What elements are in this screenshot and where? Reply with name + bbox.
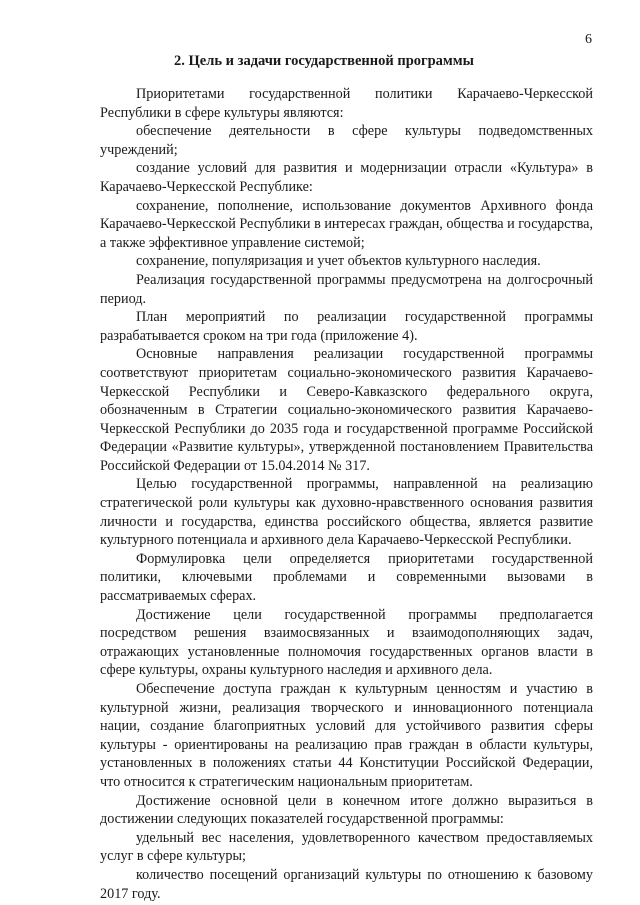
paragraph: удельный вес населения, удовлетворенного качеством предоставляемых услуг в сфере культуры; <box>100 829 593 865</box>
paragraph: Реализация государственной программы предусмотрена на долгосрочный период. <box>100 271 593 307</box>
paragraph: Основные направления реализации государственной программы соответствуют приоритетам социально-экономического развития Карачаево-Черкесской Республики и Северо-Кавказского федерального округа, обозначенным в Стратегии социально-экономического развития Карачаево-Черкесской Республики до 2035 года и государственной программе Российской Федерации «Развитие культуры», утвержденной постановлением Правительства Российской Федерации от 15.04.2014 № 317. <box>100 346 593 474</box>
paragraph: Формулировка цели определяется приоритетами государственной политики, ключевыми проблемами и современными вызовами в рассматриваемых сферах. <box>100 550 593 605</box>
paragraph: сохранение, популяризация и учет объектов культурного наследия. <box>136 253 541 270</box>
section-heading: 2. Цель и задачи государственной программы <box>174 53 474 69</box>
paragraph: количество посещений организаций культуры по отношению к базовому 2017 году. <box>100 866 593 902</box>
page-number: 6 <box>585 32 592 47</box>
paragraph: Обеспечение доступа граждан к культурным ценностям и участию в культурной жизни, реализация творческого и инновационного потенциала нации, создание благоприятных условий для устойчивого развития сферы культуры - ориентированы на реализацию прав граждан в области культуры, установленных в положениях статьи 44 Конституции Российской Федерации, что относится к стратегическим национальным приоритетам. <box>100 681 593 790</box>
paragraph: Достижение цели государственной программы предполагается посредством решения взаимосвязанных и взаимодополняющих задач, отражающих установленные полномочия государственных органов власти в сфере культуры, охраны культурного наследия и архивного дела. <box>100 606 593 679</box>
paragraph: Достижение основной цели в конечном итоге должно выразиться в достижении следующих показателей государственной программы: <box>100 792 593 828</box>
paragraph: Приоритетами государственной политики Карачаево-Черкесской Республики в сфере культуры являются: <box>100 86 593 121</box>
paragraph: сохранение, пополнение, использование документов Архивного фонда Карачаево-Черкесской Республики в интересах граждан, общества и государства, а также эффективное управление системой; <box>100 197 593 251</box>
paragraph: создание условий для развития и модернизации отрасли «Культура» в Карачаево-Черкесской Республике: <box>100 160 593 195</box>
paragraph: обеспечение деятельности в сфере культуры подведомственных учреждений; <box>100 123 593 158</box>
paragraph: Целью государственной программы, направленной на реализацию стратегической роли культуры как духовно-нравственного основания развития личности и государства, единства российского общества, является развитие культурного потенциала и архивного дела Карачаево-Черкесской Республики. <box>100 476 593 549</box>
paragraph: План мероприятий по реализации государственной программы разрабатывается сроком на три года (приложение 4). <box>100 309 593 344</box>
body-text <box>100 85 593 903</box>
